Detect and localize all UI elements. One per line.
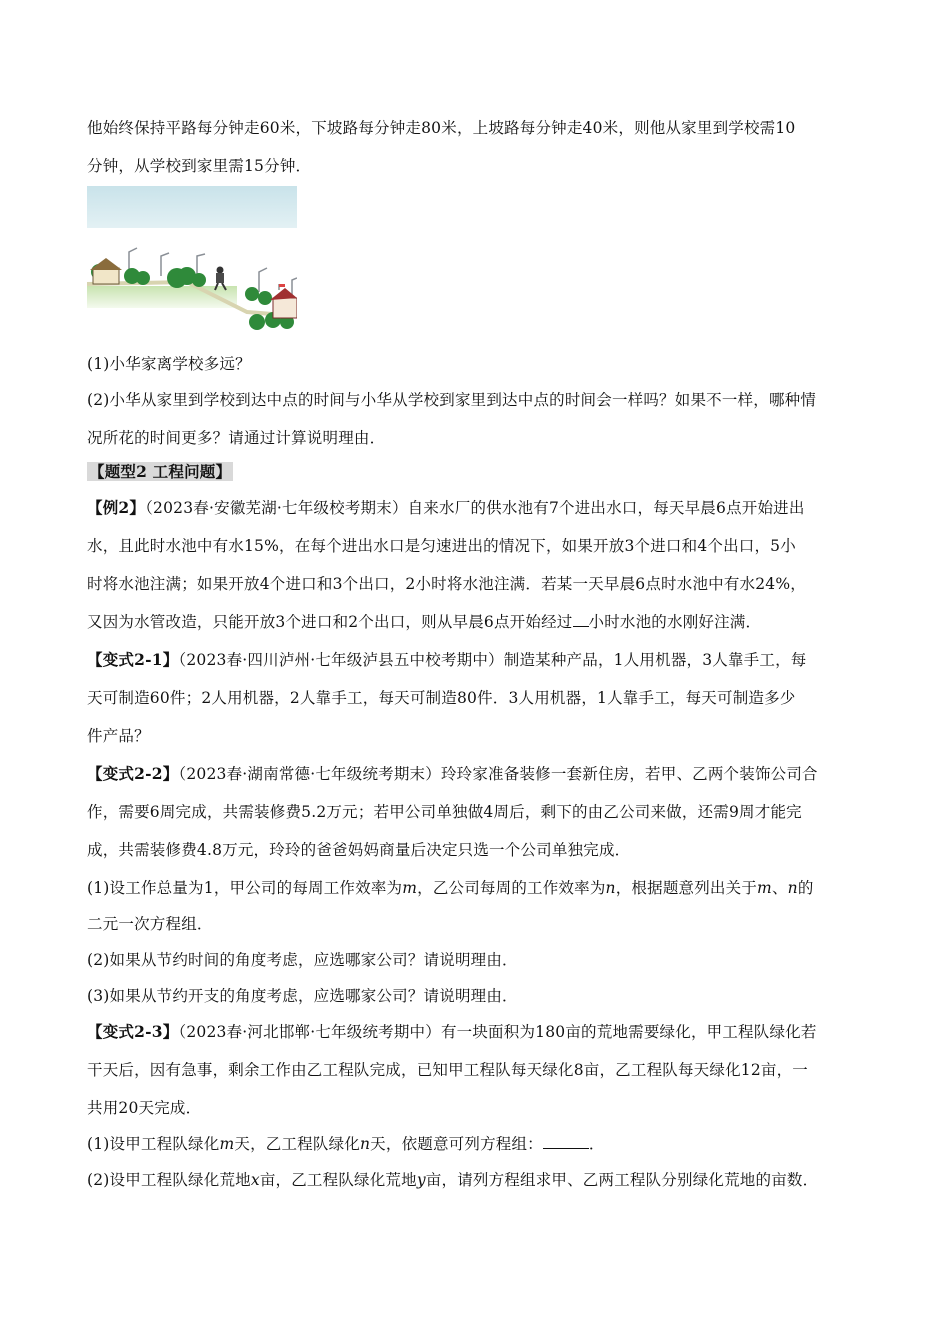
variant22-q2: (2)如果从节约时间的角度考虑，应选哪家公司？请说明理由． — [87, 951, 518, 969]
var-m: m — [219, 1135, 235, 1153]
variant23-q2 — [87, 1170, 818, 1190]
intro-line-2: 分钟，从学校到家里需15分钟． — [87, 157, 312, 175]
answer-blank — [543, 1134, 589, 1149]
text: (1)设甲工程队绿化 — [87, 1135, 220, 1153]
variant22-text: （2023春·湖南常德·七年级统考期末）玲玲家准备装修一套新住房，若甲、乙两个装饰公司合 — [178, 765, 818, 783]
variant23-label: 【变式2-3】 — [87, 1022, 179, 1041]
example2-line-1 — [87, 498, 805, 518]
question-2-line-2: 况所花的时间更多？请通过计算说明理由． — [87, 429, 386, 447]
text: (1)设工作总量为1，甲公司的每周工作效率为 — [87, 879, 403, 897]
text: 天，乙工程队绿化 — [234, 1135, 360, 1153]
example2-line-4-start: 又因为水管改造，只能开放3个进口和2个出口，则从早晨6点开始经过 — [87, 613, 573, 631]
text: ，乙公司每周的工作效率为 — [417, 879, 606, 897]
var-n: n — [605, 879, 616, 897]
variant22-line-3: 成，共需装修费4.8万元，玲玲的爸爸妈妈商量后决定只选一个公司单独完成． — [87, 841, 631, 859]
var-n: n — [359, 1135, 371, 1153]
text: 、 — [771, 879, 788, 897]
text: 亩，乙工程队绿化荒地 — [259, 1171, 417, 1189]
var-m: m — [757, 879, 772, 897]
variant23-line-1 — [87, 1022, 817, 1042]
variant21-line-2: 天可制造60件；2人用机器，2人靠手工，每天可制造80件．3人用机器，1人靠手工，每天可制造多少 — [87, 689, 796, 707]
question-2-line-1: (2)小华从家里到学校到达中点的时间与小华从学校到家里到达中点的时间会一样吗？如果不一样，哪种情 — [87, 391, 817, 409]
example2-line-2: 水，且此时水池中有水15%，在每个进出水口是匀速进出的情况下，如果开放3个进口和4个出口，5小 — [87, 537, 796, 555]
var-y: y — [416, 1171, 426, 1189]
text: 天，依题意可列方程组： — [370, 1135, 543, 1153]
question-1: (1)小华家离学校多远？ — [87, 355, 251, 373]
section-heading-label: 【题型2 工程问题】 — [89, 462, 232, 481]
text: ，根据题意列出关于 — [615, 879, 758, 897]
example2-line-3: 时将水池注满；如果开放4个进口和3个出口，2小时将水池注满．若某一天早晨6点时水池中有水24%， — [87, 575, 807, 593]
variant23-q1 — [87, 1134, 605, 1154]
walking-route-illustration — [87, 186, 297, 330]
intro-line-1: 他始终保持平路每分钟走60米，下坡路每分钟走80米，上坡路每分钟走40米，则他从家里到学校需10 — [87, 119, 796, 137]
section-heading — [87, 462, 233, 482]
variant23-text: （2023春·河北邯郸·七年级统考期中）有一块面积为180亩的荒地需要绿化，甲工程队绿化若 — [178, 1023, 817, 1041]
variant21-line-1 — [87, 650, 806, 670]
text: 亩，请列方程组求甲、乙两工程队分别绿化荒地的亩数． — [425, 1171, 819, 1189]
example2-label: 【例2】 — [87, 498, 146, 517]
text: ． — [588, 1135, 605, 1153]
text: (2)设甲工程队绿化荒地 — [87, 1171, 251, 1189]
variant21-label: 【变式2-1】 — [87, 650, 179, 669]
example2-line-4-end: 小时水池的水刚好注满． — [588, 613, 762, 631]
variant22-line-1 — [87, 764, 818, 784]
example2-line-4 — [87, 612, 761, 632]
text: 的 — [797, 879, 814, 897]
variant22-q3: (3)如果从节约开支的角度考虑，应选哪家公司？请说明理由． — [87, 987, 518, 1005]
variant23-line-3: 共用20天完成． — [87, 1099, 202, 1117]
variant21-line-3: 件产品？ — [87, 727, 150, 745]
variant22-q1-line-2: 二元一次方程组． — [87, 915, 213, 933]
var-m: m — [402, 879, 418, 897]
var-n: n — [787, 879, 798, 897]
variant23-line-2: 干天后，因有急事，剩余工作由乙工程队完成，已知甲工程队每天绿化8亩，乙工程队每天绿化12亩，一 — [87, 1061, 808, 1079]
answer-blank — [573, 612, 589, 627]
variant22-label: 【变式2-2】 — [87, 764, 179, 783]
variant21-text: （2023春·四川泸州·七年级泸县五中校考期中）制造某种产品，1人用机器，3人靠手工，每 — [178, 651, 807, 669]
variant22-q1-line-1 — [87, 878, 814, 898]
variant22-line-2: 作，需要6周完成，共需装修费5.2万元；若甲公司单独做4周后，剩下的由乙公司来做，还需9周才能完 — [87, 803, 802, 821]
var-x: x — [250, 1171, 260, 1189]
example2-text: （2023春·安徽芜湖·七年级校考期末）自来水厂的供水池有7个进出水口，每天早晨6点开始进出 — [145, 499, 805, 517]
